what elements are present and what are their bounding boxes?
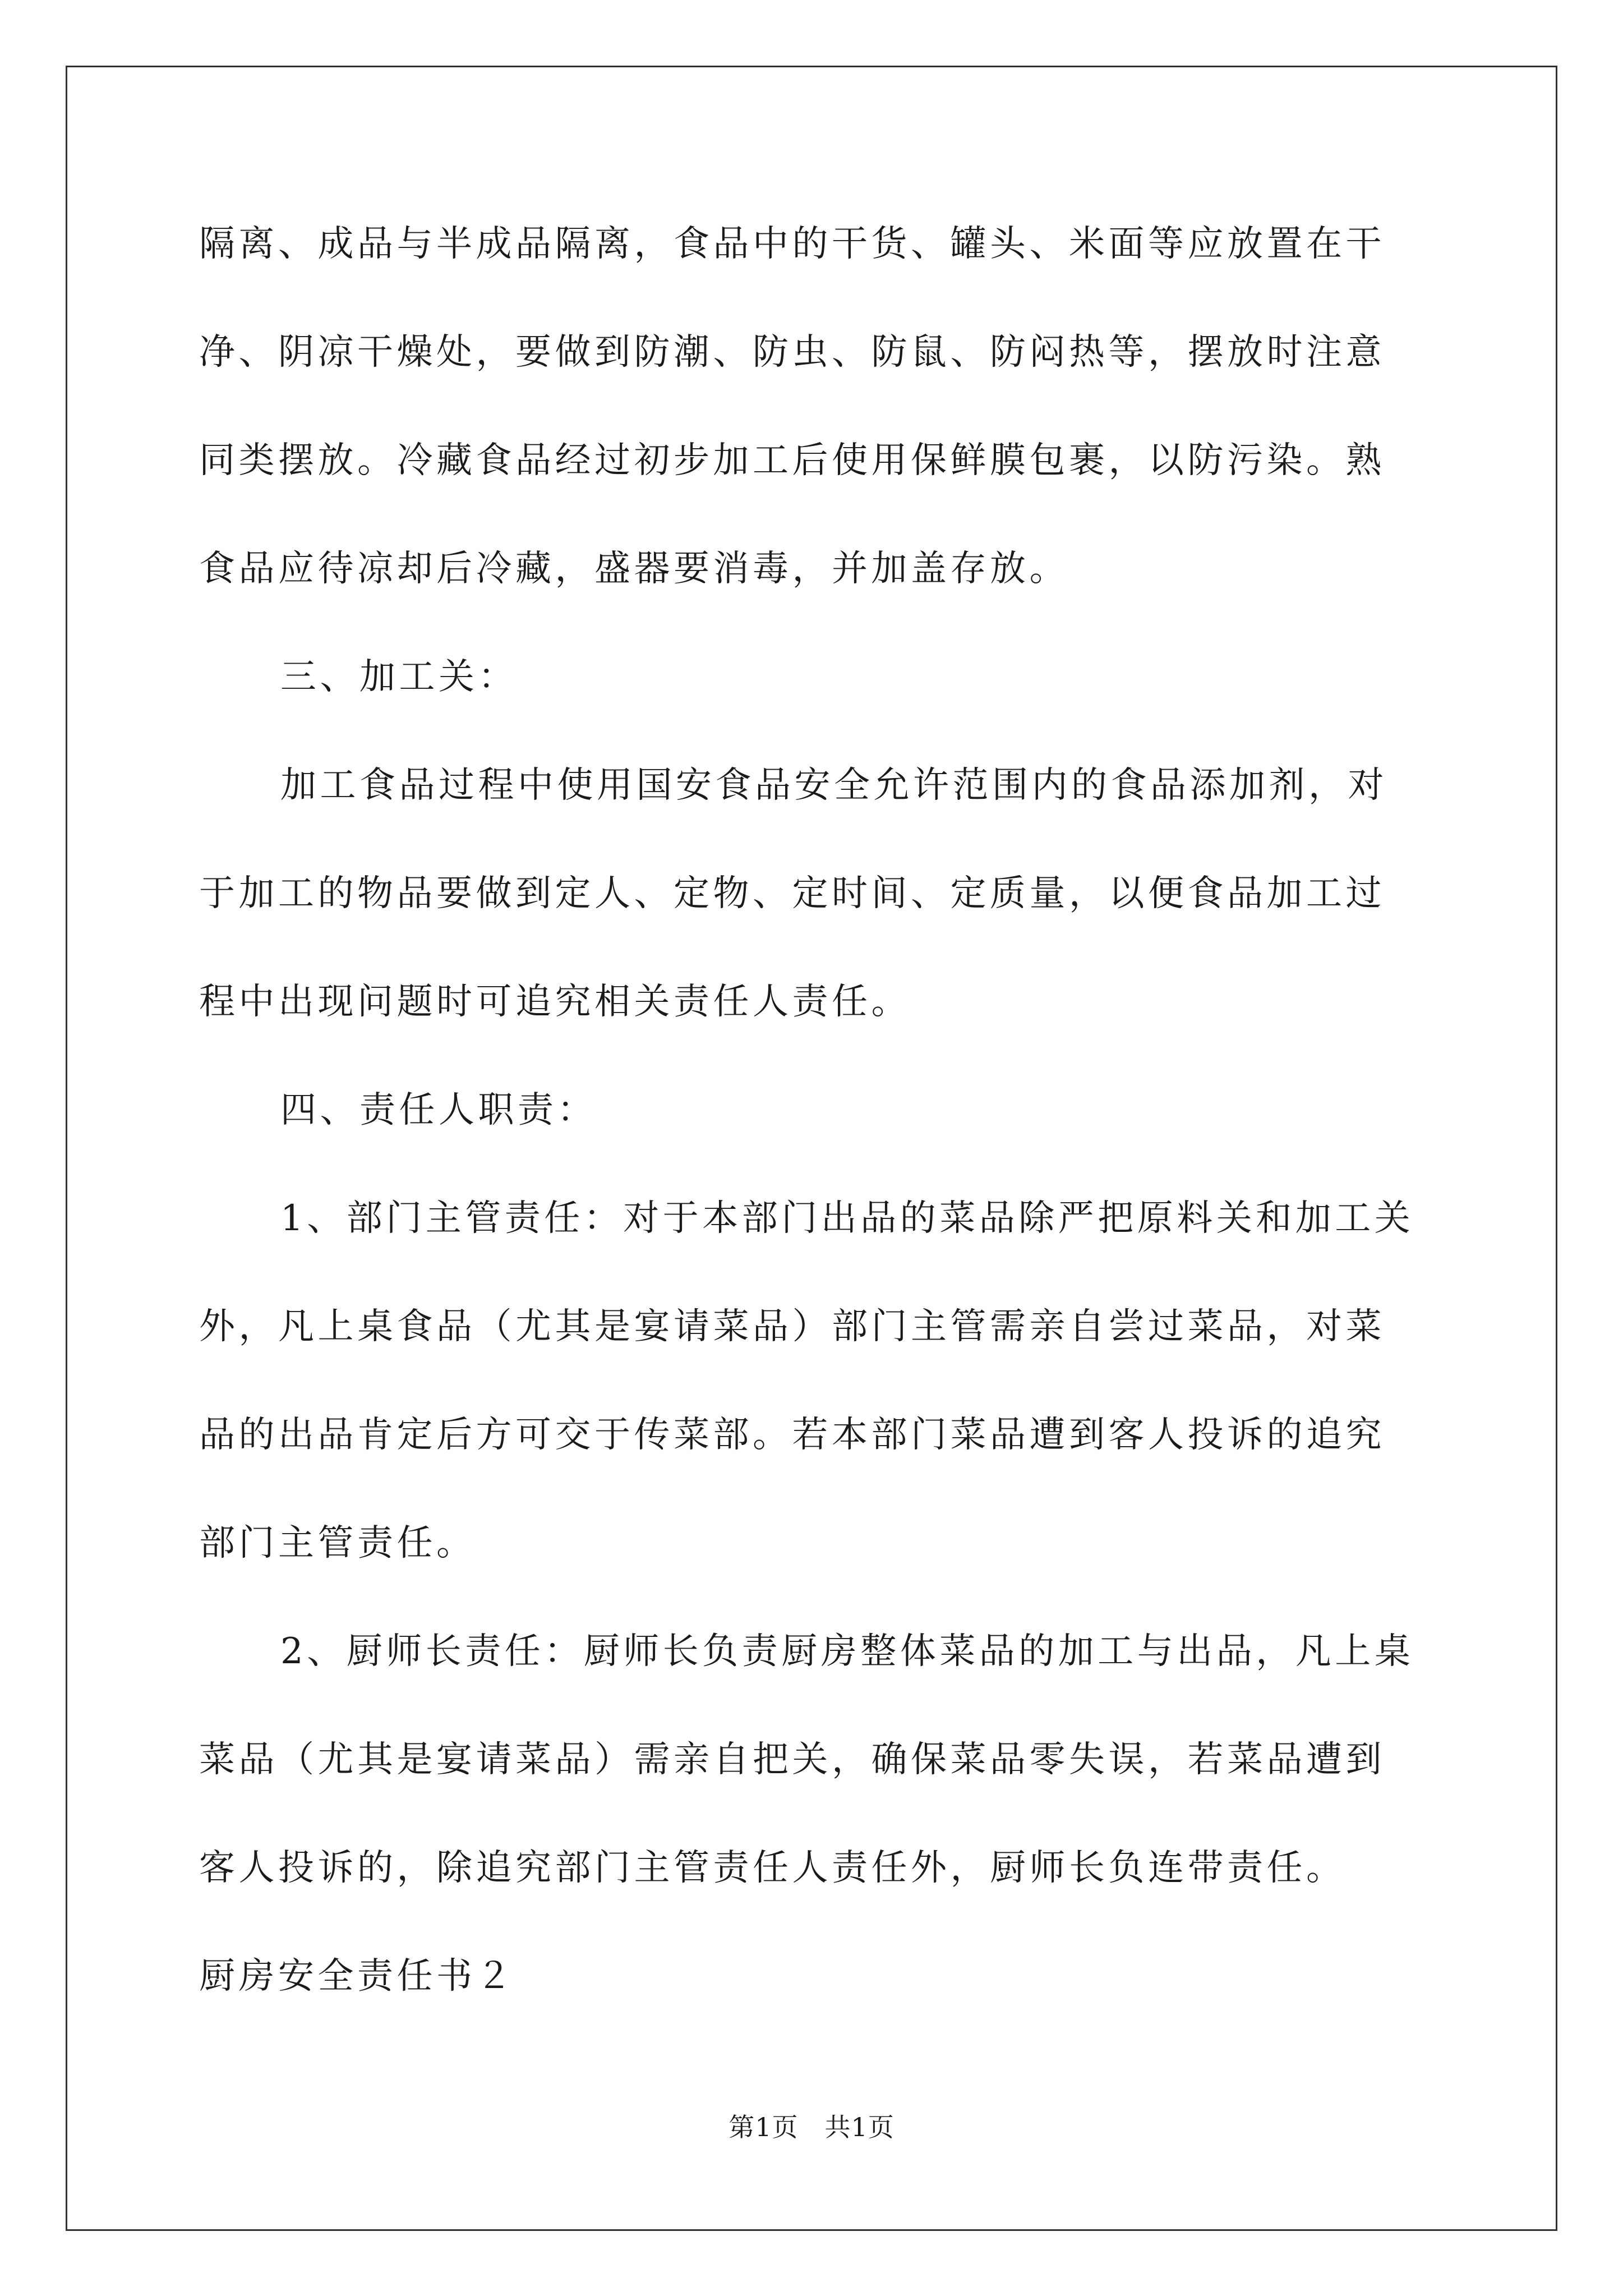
text-line: 品的出品肯定后方可交于传菜部。若本部门菜品遭到客人投诉的追究	[199, 1414, 1385, 1456]
text-line: 于加工的物品要做到定人、定物、定时间、定质量，以便食品加工过	[199, 873, 1385, 914]
text-line: 隔离、成品与半成品隔离，食品中的干货、罐头、米面等应放置在干	[199, 223, 1385, 265]
section-heading: 四、责任人职责：	[280, 1089, 597, 1131]
text-line: 2、厨师长责任：厨师长负责厨房整体菜品的加工与出品，凡上桌	[280, 1631, 1414, 1672]
document-subtitle: 厨房安全责任书２	[199, 1955, 515, 1997]
text-line: 程中出现问题时可追究相关责任人责任。	[199, 981, 911, 1023]
text-line: 客人投诉的，除追究部门主管责任人责任外，厨师长负连带责任。	[199, 1847, 1346, 1889]
text-line: 菜品（尤其是宴请菜品）需亲自把关，确保菜品零失误，若菜品遭到	[199, 1739, 1385, 1780]
text-line: 外，凡上桌食品（尤其是宴请菜品）部门主管需亲自尝过菜品，对菜	[199, 1306, 1385, 1347]
text-line: 部门主管责任。	[199, 1522, 476, 1564]
page-border	[66, 66, 1557, 2231]
page-number-footer: 第1页 共1页	[728, 2112, 895, 2142]
text-line: 食品应待凉却后冷藏，盛器要消毒，并加盖存放。	[199, 548, 1069, 590]
text-line: 1、部门主管责任：对于本部门出品的菜品除严把原料关和加工关	[280, 1198, 1414, 1239]
text-line: 净、阴凉干燥处，要做到防潮、防虫、防鼠、防闷热等，摆放时注意	[199, 332, 1385, 373]
section-heading: 三、加工关：	[280, 656, 518, 698]
text-line: 同类摆放。冷藏食品经过初步加工后使用保鲜膜包裹，以防污染。熟	[199, 440, 1385, 481]
text-line: 加工食品过程中使用国安食品安全允许范围内的食品添加剂，对	[280, 765, 1387, 806]
